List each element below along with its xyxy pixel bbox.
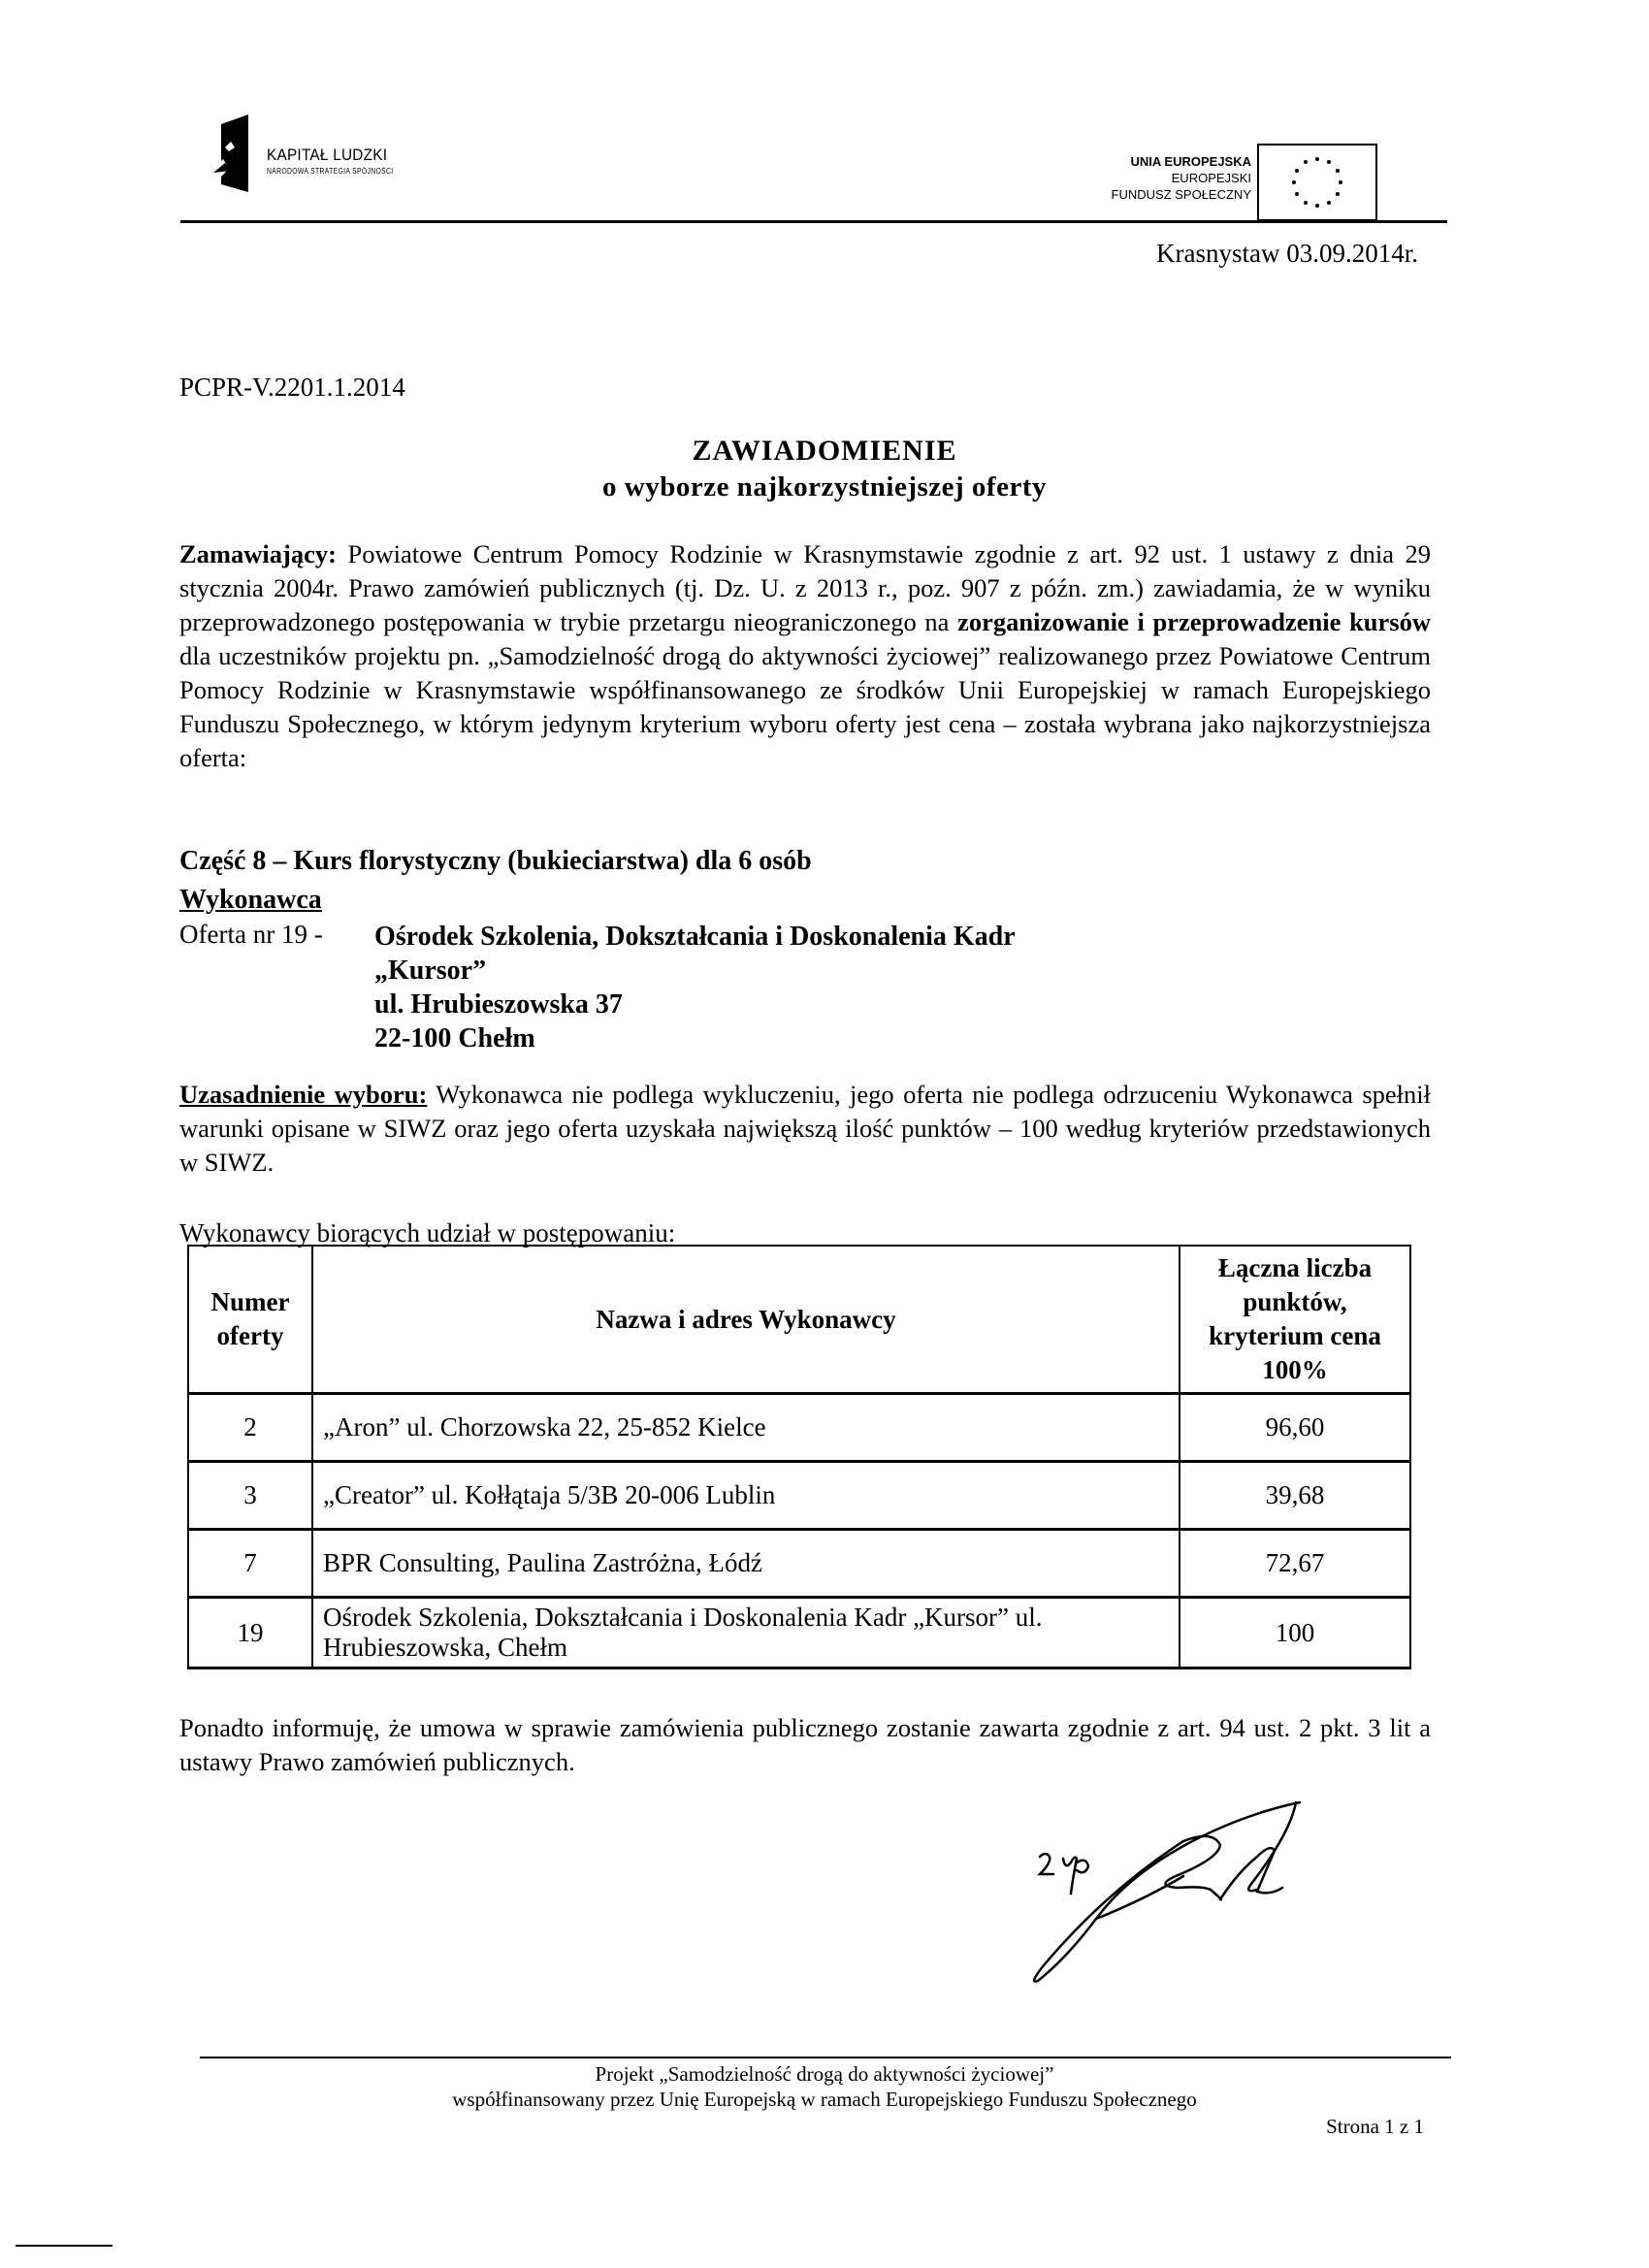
header-name: Nazwa i adres Wykonawcy	[312, 1246, 1180, 1394]
closing-paragraph: Ponadto informuję, że umowa w sprawie zamówienia publicznego zostanie zawarta zgodnie z art. 94 ust. 2 pkt. 3 lit a ustawy Prawo zamówień publicznych.	[179, 1713, 1431, 1776]
offer-name: BPR Consulting, Paulina Zastróżna, Łódź	[312, 1530, 1180, 1598]
table-row	[188, 1530, 1410, 1598]
offer-number: 7	[188, 1530, 312, 1598]
table-caption: Wykonawcy biorących udział w postępowaniu:	[179, 1218, 676, 1247]
place-date: Krasnystaw 03.09.2014r.	[1156, 239, 1418, 268]
winning-offer-line: 22-100 Chełm	[374, 1023, 535, 1053]
eu-flag-icon	[1257, 144, 1377, 221]
header-number: Numer oferty	[188, 1246, 312, 1394]
offers-table	[187, 1245, 1411, 1669]
kapital-ludzki-logo-icon	[211, 114, 250, 192]
table-row	[188, 1598, 1410, 1669]
eu-label-line2: EUROPEJSKI	[1171, 171, 1251, 185]
winning-offer-line: ul. Hrubieszowska 37	[374, 989, 623, 1020]
document-title: ZAWIADOMIENIE	[692, 435, 957, 467]
footer-cofinancing: współfinansowany przez Unię Europejską w ramach Europejskiego Funduszu Społecznego	[452, 2088, 1197, 2111]
footer-project: Projekt „Samodzielność drogą do aktywności życiowej”	[595, 2062, 1054, 2086]
winning-offer-line: „Kursor”	[374, 956, 487, 986]
table-header-row	[188, 1246, 1410, 1394]
section-title: Część 8 – Kurs florystyczny (bukieciarstwa) dla 6 osób	[179, 846, 812, 876]
intro-paragraph	[179, 537, 1431, 775]
eu-label-line1: UNIA EUROPEJSKA	[1130, 154, 1251, 169]
offer-label: Oferta nr 19 -	[179, 920, 323, 949]
intro-label: Zamawiający:	[179, 539, 337, 568]
offer-number: 3	[188, 1462, 312, 1530]
eu-label-line3: FUNDUSZ SPOŁECZNY	[1111, 187, 1251, 202]
eu-label	[1112, 153, 1251, 203]
intro-text-1: Powiatowe Centrum Pomocy Rodzinie w Krasnymstawie zgodnie z art. 92 ust. 1 ustawy z dnia 29 stycznia 2004r. Prawo zamówień publicznych (tj. Dz. U. z 2013 r., poz. 907 z późn. zm.) zawiadamia, że w wyniku przeprowadzonego postępowania w trybie przetargu nieograniczonego na	[179, 539, 1431, 636]
offer-points: 96,60	[1180, 1394, 1410, 1462]
justification-label: Uzasadnienie wyboru:	[179, 1080, 428, 1109]
offer-name: „Aron” ul. Chorzowska 22, 25-852 Kielce	[312, 1394, 1180, 1462]
contractor-label: Wykonawca	[179, 885, 322, 915]
offer-points: 100	[1180, 1598, 1410, 1669]
scan-mark	[16, 2245, 113, 2247]
table-row	[188, 1394, 1410, 1462]
kapital-ludzki-subtitle: NARODOWA STRATEGIA SPÓJNOŚCI	[267, 167, 394, 176]
justification-text: Wykonawca nie podlega wykluczeniu, jego oferta nie podlega odrzuceniu Wykonawca spełnił warunki opisane w SIWZ oraz jego oferta uzyskała największą ilość punktów – 100 według kryteriów przedstawionych w SIWZ.	[179, 1080, 1431, 1177]
signature-icon	[970, 1795, 1339, 1989]
winning-offer	[374, 920, 1016, 1055]
offer-number: 19	[188, 1598, 312, 1669]
header-divider	[180, 220, 1447, 223]
winning-offer-line: Ośrodek Szkolenia, Dokształcania i Doskonalenia Kadr	[374, 922, 1016, 952]
justification-paragraph	[179, 1078, 1431, 1180]
footer-divider	[200, 2057, 1451, 2058]
offer-points: 39,68	[1180, 1462, 1410, 1530]
document-subtitle: o wyborze najkorzystniejszej oferty	[602, 471, 1047, 502]
intro-text-2: dla uczestników projektu pn. „Samodzielność drogą do aktywności życiowej” realizowanego przez Powiatowe Centrum Pomocy Rodzinie w Krasnymstawie współfinansowanego ze środków Unii Europejskiej w ramach Europejskiego Funduszu Społecznego, w którym jedynym kryterium wyboru oferty jest cena – została wybrana jako najkorzystniejsza oferta:	[179, 641, 1431, 772]
header-points: Łączna liczba punktów, kryterium cena 100%	[1180, 1246, 1410, 1394]
table-row	[188, 1462, 1410, 1530]
offer-name: Ośrodek Szkolenia, Dokształcania i Doskonalenia Kadr „Kursor” ul. Hrubieszowska, Chełm	[312, 1598, 1180, 1669]
kapital-ludzki-title: KAPITAŁ LUDZKI	[267, 146, 388, 164]
reference-number: PCPR-V.2201.1.2014	[179, 373, 405, 402]
offer-number: 2	[188, 1394, 312, 1462]
offer-name: „Creator” ul. Kołłątaja 5/3B 20-006 Lublin	[312, 1462, 1180, 1530]
page-number: Strona 1 z 1	[1326, 2115, 1424, 2138]
offer-points: 72,67	[1180, 1530, 1410, 1598]
intro-bold-text: zorganizowanie i przeprowadzenie kursów	[957, 607, 1431, 636]
